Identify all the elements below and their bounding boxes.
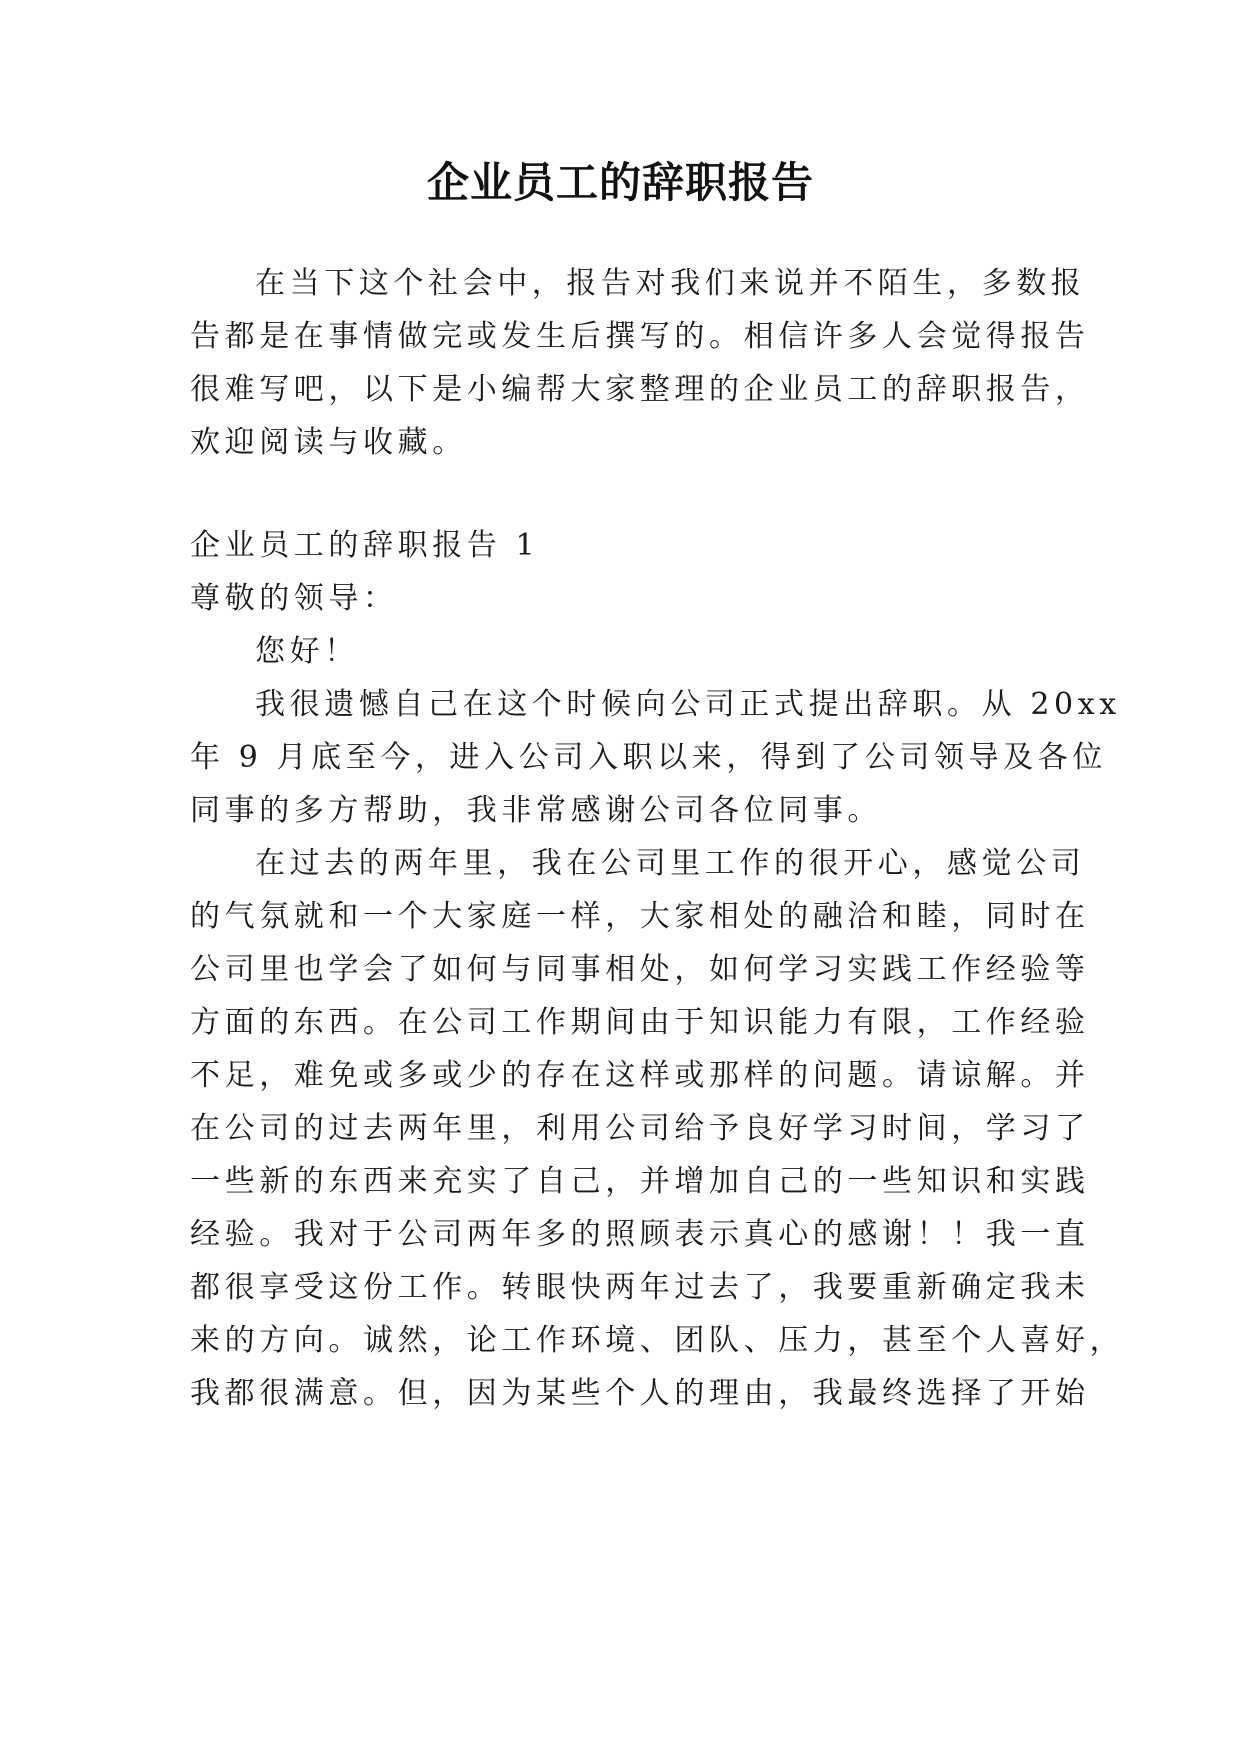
greeting: 您好！	[255, 634, 359, 669]
paragraph-line: 方面的东西。在公司工作期间由于知识能力有限，工作经验	[190, 1005, 1090, 1040]
section-heading: 企业员工的辞职报告 1	[190, 528, 540, 563]
paragraph-line: 经验。我对于公司两年多的照顾表示真心的感谢！！我一直	[190, 1217, 1090, 1252]
paragraph-line: 我都很满意。但，因为某些个人的理由，我最终选择了开始	[190, 1376, 1090, 1411]
intro-line: 告都是在事情做完或发生后撰写的。相信许多人会觉得报告	[190, 319, 1090, 354]
paragraph-line: 公司里也学会了如何与同事相处，如何学习实践工作经验等	[190, 952, 1090, 987]
intro-line: 欢迎阅读与收藏。	[190, 425, 467, 460]
paragraph-line: 年 9 月底至今，进入公司入职以来，得到了公司领导及各位	[190, 740, 1107, 775]
paragraph-line: 的气氛就和一个大家庭一样，大家相处的融洽和睦，同时在	[190, 899, 1090, 934]
paragraph-line: 都很享受这份工作。转眼快两年过去了，我要重新确定我未	[190, 1270, 1090, 1305]
intro-line: 很难写吧，以下是小编帮大家整理的企业员工的辞职报告，	[190, 372, 1090, 407]
paragraph-line: 在公司的过去两年里，利用公司给予良好学习时间，学习了	[190, 1111, 1090, 1146]
paragraph-line: 一些新的东西来充实了自己，并增加自己的一些知识和实践	[190, 1164, 1090, 1199]
paragraph-line: 同事的多方帮助，我非常感谢公司各位同事。	[190, 793, 882, 828]
paragraph-line: 来的方向。诚然，论工作环境、团队、压力，甚至个人喜好，	[190, 1323, 1125, 1358]
paragraph-line: 在过去的两年里，我在公司里工作的很开心，感觉公司	[255, 846, 1086, 881]
salutation: 尊敬的领导：	[190, 581, 398, 616]
paragraph-line: 我很遗憾自己在这个时候向公司正式提出辞职。从 20xx	[255, 687, 1121, 722]
document-title: 企业员工的辞职报告	[426, 158, 814, 207]
intro-line: 在当下这个社会中，报告对我们来说并不陌生，多数报	[255, 266, 1086, 301]
paragraph-line: 不足，难免或多或少的存在这样或那样的问题。请谅解。并	[190, 1058, 1090, 1093]
